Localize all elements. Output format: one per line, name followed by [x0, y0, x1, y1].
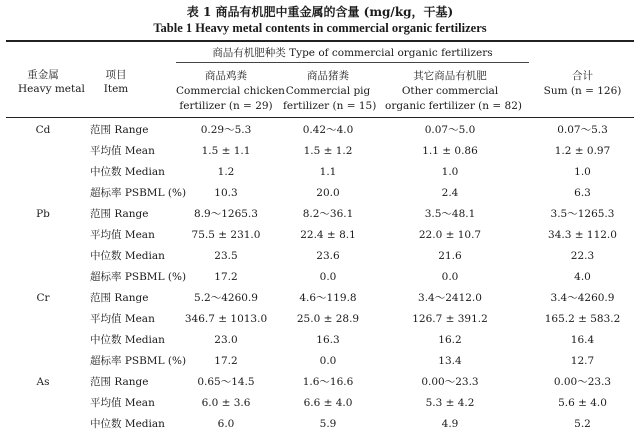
other-value: 16.2	[438, 334, 462, 346]
sum-value: 1.0	[574, 166, 591, 178]
other-value: 0.0	[441, 271, 459, 283]
header-fertilizer-type-group: 商品有机肥种类 Type of commercial organic fertilizers	[212, 47, 493, 59]
item-label: 中位数 Median	[90, 334, 165, 346]
header-item-zh: 项目	[105, 69, 127, 81]
chicken-value: 17.2	[214, 271, 238, 283]
item-label: 中位数 Median	[90, 418, 165, 430]
table-caption-english: Table 1 Heavy metal contents in commercial organic fertilizers	[153, 21, 487, 35]
item-label: 超标率 PSBML (%)	[90, 271, 187, 283]
pig-value: 0.42～4.0	[302, 124, 354, 136]
metal-label: As	[36, 376, 50, 388]
chicken-value: 0.65～14.5	[197, 376, 255, 388]
other-value: 0.07～5.0	[424, 124, 476, 136]
sum-value: 6.3	[574, 187, 591, 199]
table-top-rule	[6, 40, 634, 42]
chicken-value: 8.9～1265.3	[194, 208, 258, 220]
header-pig-en-line2: fertilizer (n = 15)	[283, 100, 377, 112]
item-label: 中位数 Median	[90, 250, 165, 262]
chicken-value: 10.3	[214, 187, 238, 199]
other-value: 3.5～48.1	[424, 208, 476, 220]
other-value: 126.7 ± 391.2	[412, 313, 488, 325]
chicken-value: 5.2～4260.9	[194, 292, 258, 304]
header-sum-en: Sum (n = 126)	[543, 85, 622, 97]
chicken-value: 17.2	[214, 355, 238, 367]
item-label: 中位数 Median	[90, 166, 165, 178]
other-value: 21.6	[438, 250, 462, 262]
pig-value: 8.2～36.1	[302, 208, 354, 220]
item-label: 平均值 Mean	[90, 229, 155, 241]
header-other-en-line1: Other commercial	[401, 85, 499, 97]
sum-value: 0.07～5.3	[557, 124, 608, 136]
chicken-value: 6.0	[217, 418, 235, 430]
item-label: 平均值 Mean	[90, 145, 155, 157]
other-value: 1.0	[441, 166, 459, 178]
header-group-underline	[176, 62, 529, 63]
chicken-value: 23.0	[214, 334, 238, 346]
item-label: 平均值 Mean	[90, 313, 155, 325]
chicken-value: 1.2	[217, 166, 235, 178]
item-label: 范围 Range	[90, 124, 149, 136]
header-item-en: Item	[103, 83, 129, 95]
metal-label: Cr	[36, 292, 50, 304]
pig-value: 1.5 ± 1.2	[303, 145, 353, 157]
table-header-rule	[6, 117, 634, 118]
pig-value: 6.6 ± 4.0	[303, 397, 353, 409]
pig-value: 25.0 ± 28.9	[296, 313, 360, 325]
sum-value: 0.00～23.3	[553, 376, 612, 388]
chicken-value: 6.0 ± 3.6	[201, 397, 251, 409]
header-other-zh: 其它商品有机肥	[413, 70, 487, 82]
item-label: 平均值 Mean	[90, 397, 155, 409]
pig-value: 23.6	[316, 250, 340, 262]
item-label: 范围 Range	[90, 292, 149, 304]
header-pig-zh: 商品猪粪	[307, 70, 349, 82]
pig-value: 1.1	[319, 166, 337, 178]
item-label: 范围 Range	[90, 208, 149, 220]
sum-value: 3.5～1265.3	[550, 208, 615, 220]
other-value: 22.0 ± 10.7	[418, 229, 482, 241]
header-chicken-en-line1: Commercial chicken	[176, 85, 285, 97]
item-label: 超标率 PSBML (%)	[90, 355, 187, 367]
table-caption-chinese: 表 1 商品有机肥中重金属的含量 (mg/kg，干基)	[186, 5, 454, 19]
header-heavy-metal-en: Heavy metal	[18, 83, 85, 95]
header-chicken-zh: 商品鸡粪	[205, 70, 247, 82]
sum-value: 22.3	[570, 250, 595, 262]
sum-value: 4.0	[574, 271, 591, 283]
header-heavy-metal-zh: 重金属	[27, 69, 59, 81]
sum-value: 5.6 ± 4.0	[558, 397, 607, 409]
pig-value: 22.4 ± 8.1	[300, 229, 356, 241]
chicken-value: 0.29～5.3	[200, 124, 252, 136]
item-label: 超标率 PSBML (%)	[90, 187, 187, 199]
pig-value: 1.6～16.6	[302, 376, 354, 388]
sum-value: 5.2	[574, 418, 591, 430]
header-sum-zh: 合计	[572, 70, 593, 82]
other-value: 2.4	[441, 187, 459, 199]
chicken-value: 23.5	[214, 250, 238, 262]
other-value: 1.1 ± 0.86	[422, 145, 478, 157]
other-value: 13.4	[438, 355, 462, 367]
metal-label: Cd	[35, 124, 51, 136]
pig-value: 0.0	[319, 271, 337, 283]
pig-value: 20.0	[316, 187, 340, 199]
header-other-en-line2: organic fertilizer (n = 82)	[385, 100, 522, 112]
chicken-value: 346.7 ± 1013.0	[184, 313, 268, 325]
sum-value: 16.4	[570, 334, 595, 346]
sum-value: 1.2 ± 0.97	[554, 145, 611, 157]
pig-value: 5.9	[319, 418, 337, 430]
metal-label: Pb	[36, 208, 50, 220]
header-pig-en-line1: Commercial pig	[285, 85, 371, 97]
chicken-value: 75.5 ± 231.0	[191, 229, 261, 241]
other-value: 4.9	[441, 418, 459, 430]
sum-value: 34.3 ± 112.0	[548, 229, 617, 241]
sum-value: 165.2 ± 583.2	[544, 313, 621, 325]
pig-value: 16.3	[316, 334, 340, 346]
other-value: 5.3 ± 4.2	[425, 397, 475, 409]
pig-value: 0.0	[319, 355, 337, 367]
chicken-value: 1.5 ± 1.1	[201, 145, 251, 157]
header-chicken-en-line2: fertilizer (n = 29)	[179, 100, 273, 112]
other-value: 0.00～23.3	[421, 376, 479, 388]
other-value: 3.4～2412.0	[418, 292, 482, 304]
pig-value: 4.6～119.8	[299, 292, 357, 304]
item-label: 范围 Range	[90, 376, 149, 388]
sum-value: 3.4～4260.9	[550, 292, 615, 304]
sum-value: 12.7	[570, 355, 595, 367]
